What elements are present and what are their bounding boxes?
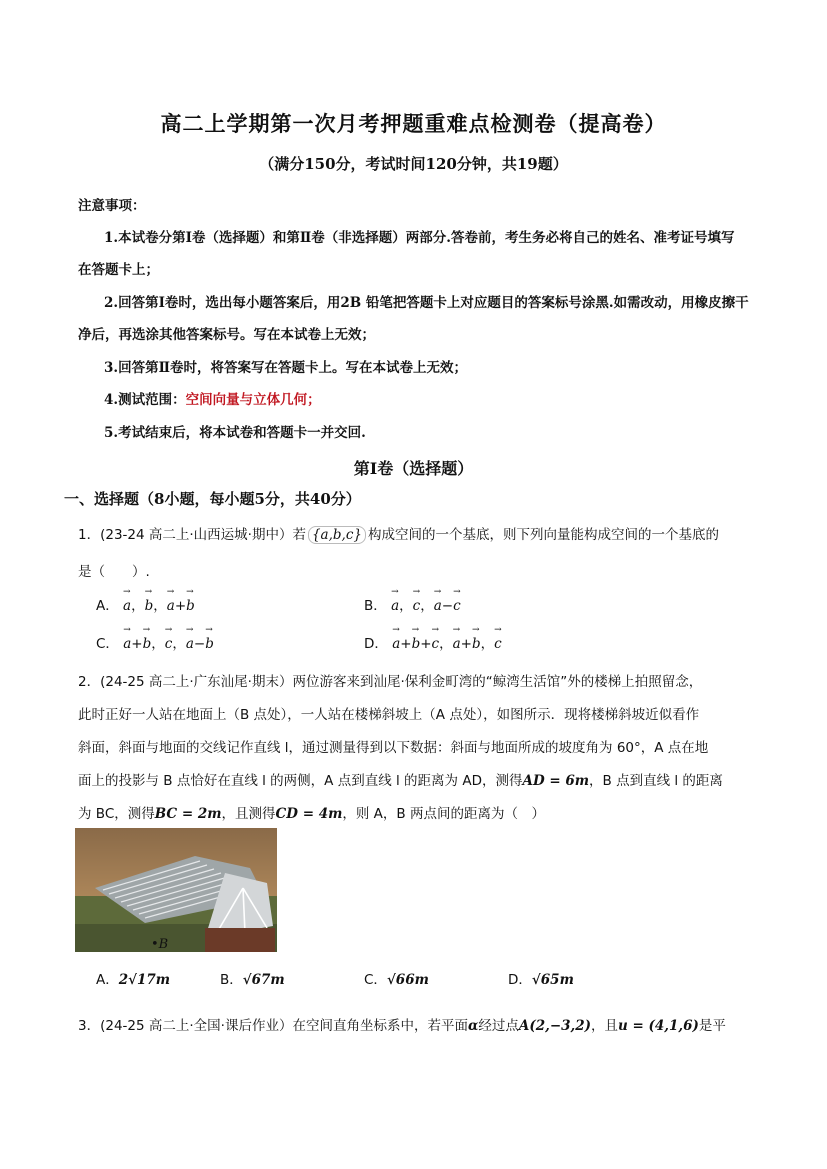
q2-bc-value: BC = 2m bbox=[154, 806, 222, 822]
q2-option-d-label: D． bbox=[508, 972, 532, 988]
q2-ad-value: AD = 6m bbox=[522, 773, 590, 789]
q3-stem-post: 是平 bbox=[698, 1018, 726, 1034]
notice-label: 注意事项： bbox=[78, 198, 146, 214]
q2-line-5-tail: ，则 A，B 两点间的距离为（ ） bbox=[342, 806, 545, 822]
q2-cd-value: CD = 4m bbox=[275, 806, 343, 822]
q3-normal-vector: u = (4,1,6) bbox=[618, 1018, 699, 1034]
q2-option-b-label: B． bbox=[220, 972, 243, 988]
q1-stem-line2: 是（ ）. bbox=[78, 564, 150, 580]
notice-item-4 bbox=[104, 388, 321, 408]
q2-option-a-label: A． bbox=[96, 972, 119, 988]
q2-option-c-value: √66m bbox=[386, 972, 429, 988]
q2-line-5-mid: ，且测得 bbox=[221, 806, 276, 822]
q2-line-4-tail: ，B 点到直线 l 的距离 bbox=[589, 773, 723, 789]
q1-basis: {a,b,c} bbox=[308, 526, 366, 544]
q2-option-d[interactable] bbox=[508, 968, 574, 988]
q1-option-c-label: C． bbox=[96, 636, 119, 652]
notice-item-4-label: 4.测试范围： bbox=[104, 392, 186, 408]
q1-stem bbox=[78, 523, 719, 543]
q2-option-a-value: 2√17m bbox=[118, 972, 171, 988]
notice-item-3: 3.回答第Ⅱ卷时，将答案写在答题卡上。写在本试卷上无效； bbox=[104, 360, 467, 376]
q2-line-2: 此时正好一人站在地面上（B 点处），一人站在楼梯斜坡上（A 点处），如图所示．现将楼梯斜坡近似看作 bbox=[78, 707, 700, 723]
q2-option-c-label: C． bbox=[364, 972, 387, 988]
q2-line-4-text: 面上的投影与 B 点恰好在直线 l 的两侧，A 点到直线 l 的距离为 AD，测得 bbox=[78, 773, 523, 789]
q1-option-a-label: A． bbox=[96, 598, 119, 614]
part-heading: 一、选择题（8小题，每小题5分，共40分） bbox=[64, 490, 361, 508]
q1-option-d-label: D． bbox=[364, 636, 388, 652]
q1-stem-pre: 1．(23-24 高二上·山西运城·期中）若 bbox=[78, 527, 306, 543]
q3-plane-alpha: α bbox=[467, 1018, 479, 1034]
q2-line-3: 斜面，斜面与地面的交线记作直线 l，通过测量得到以下数据：斜面与地面所成的坡度角为 60°，A 点在地 bbox=[78, 740, 709, 756]
q1-option-c[interactable]: C． → a+→ b，→ c，→ a−→ b bbox=[96, 632, 214, 652]
photo-point-b-label: •B bbox=[151, 937, 169, 952]
test-scope: 空间向量与立体几何； bbox=[185, 392, 321, 408]
q1-option-b-label: B． bbox=[364, 598, 387, 614]
notice-item-1: 1.本试卷分第Ⅰ卷（选择题）和第Ⅱ卷（非选择题）两部分.答卷前，考生务必将自己的姓名、准考证号填写 bbox=[104, 230, 735, 246]
q1-option-b[interactable]: B． → a，→ c，→ a−→ c bbox=[364, 594, 461, 614]
q2-line-4 bbox=[78, 769, 723, 789]
notice-item-5: 5.考试结束后，将本试卷和答题卡一并交回. bbox=[104, 425, 366, 441]
notice-item-2-cont: 净后，再选涂其他答案标号。写在本试卷上无效； bbox=[78, 327, 375, 343]
q2-line-5-text: 为 BC，测得 bbox=[78, 806, 155, 822]
q3-stem-mid: 经过点 bbox=[478, 1018, 519, 1034]
section-title: 第Ⅰ卷（选择题） bbox=[353, 459, 474, 478]
q2-option-b-value: √67m bbox=[242, 972, 285, 988]
q2-option-d-value: √65m bbox=[531, 972, 574, 988]
notice-item-2: 2.回答第Ⅰ卷时，选出每小题答案后，用2B 铅笔把答题卡上对应题目的答案标号涂黑.如需改动，用橡皮擦干 bbox=[104, 295, 749, 311]
page-subtitle: （满分150分，考试时间120分钟，共19题） bbox=[259, 155, 568, 173]
q1-option-d[interactable]: D． → a+→ b+→ c，→ a+→ b，→ c bbox=[364, 632, 502, 652]
staircase-building-photo bbox=[75, 828, 277, 952]
q3-stem-mid2: ，且 bbox=[591, 1018, 618, 1034]
q2-option-c[interactable] bbox=[364, 968, 429, 988]
q2-option-a[interactable] bbox=[96, 968, 170, 988]
q3-point-a: A(2,−3,2) bbox=[518, 1018, 591, 1034]
q1-stem-post: 构成空间的一个基底，则下列向量能构成空间的一个基底的 bbox=[367, 527, 719, 543]
q2-line-5 bbox=[78, 802, 545, 822]
q2-option-b[interactable] bbox=[220, 968, 285, 988]
page-title: 高二上学期第一次月考押题重难点检测卷（提高卷） bbox=[160, 111, 667, 136]
q2-line-1: 2．(24-25 高二上·广东汕尾·期末）两位游客来到汕尾·保利金町湾的“鲸湾生活馆”外的楼梯上拍照留念， bbox=[78, 674, 703, 690]
q3-stem bbox=[78, 1014, 726, 1034]
q3-stem-pre: 3．(24-25 高二上·全国·课后作业）在空间直角坐标系中，若平面 bbox=[78, 1018, 468, 1034]
q1-option-a[interactable]: A． → a，→ b，→ a+→ b bbox=[96, 594, 195, 614]
staircase-building-illustration bbox=[75, 828, 277, 952]
notice-item-1-cont: 在答题卡上； bbox=[78, 262, 159, 278]
